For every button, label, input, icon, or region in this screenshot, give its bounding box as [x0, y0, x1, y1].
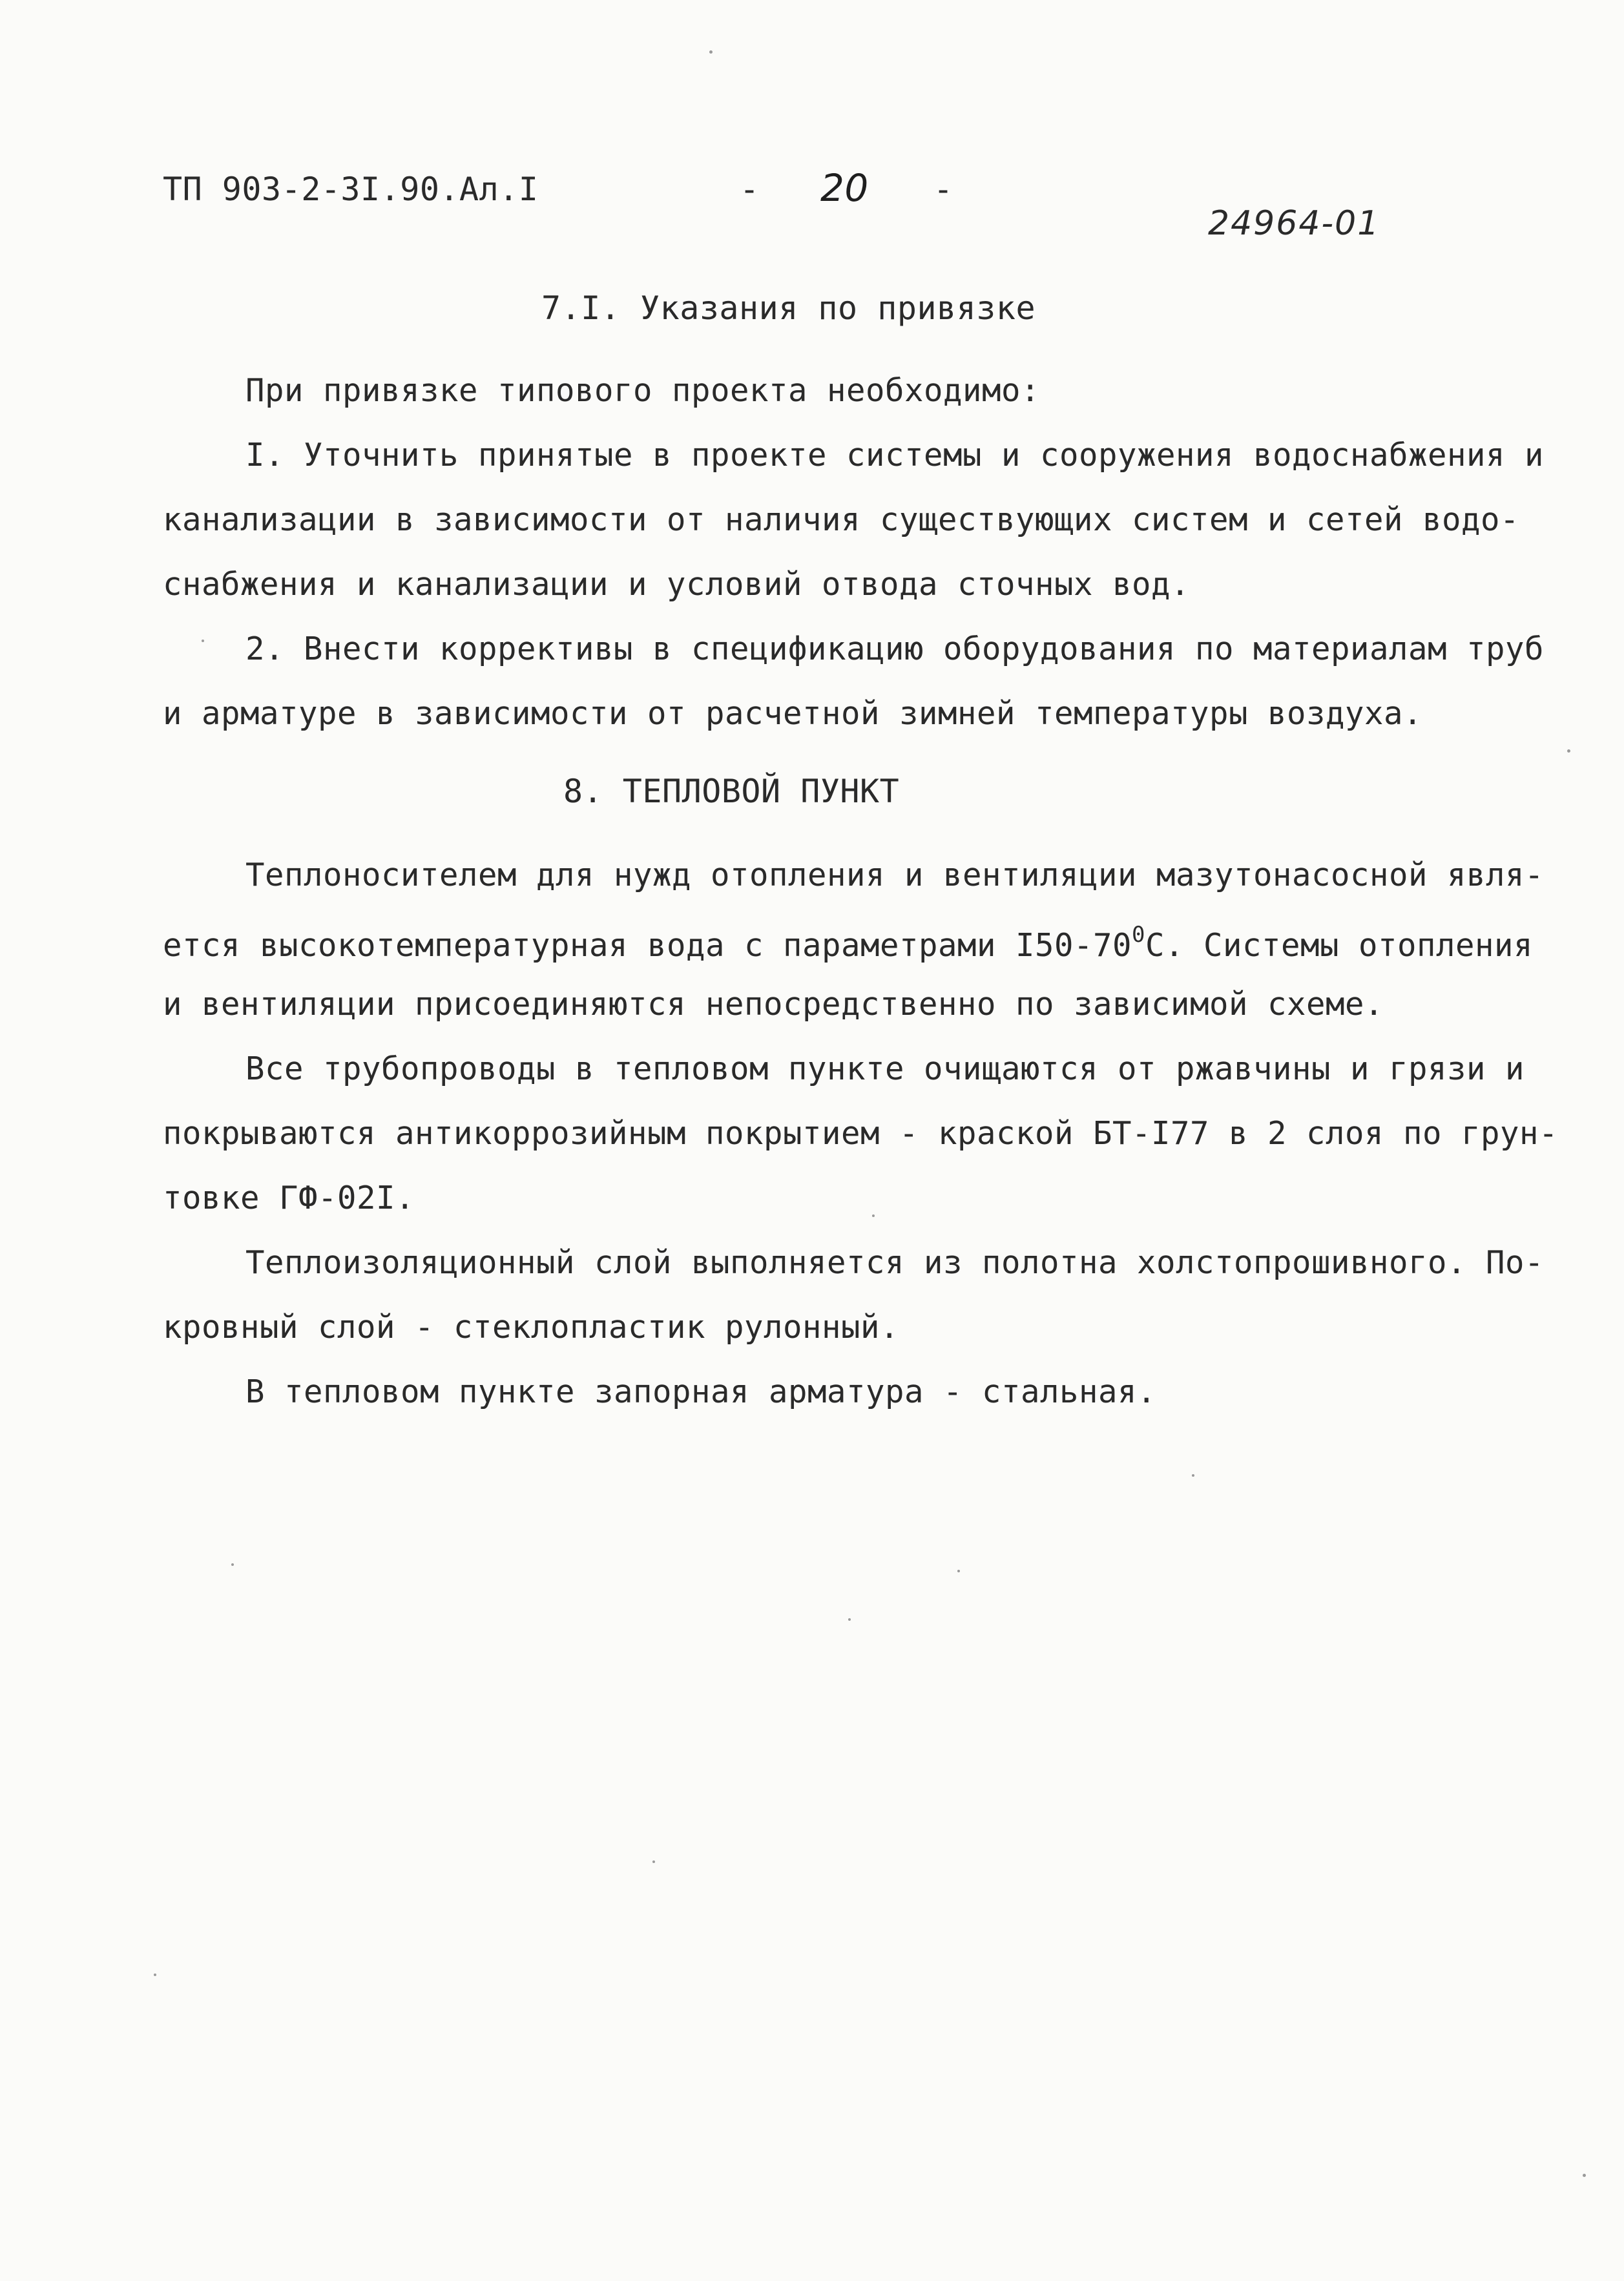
item-2-line-1: 2. Внести коррективы в спецификацию оборудования по материалам труб: [245, 630, 1545, 667]
item-1-line-2: канализации в зависимости от наличия существующих систем и сетей водо-: [163, 501, 1520, 538]
section-8-p2-line-2: покрываются антикоррозийным покрытием - краской БТ-I77 в 2 слоя по грун-: [163, 1115, 1559, 1152]
archive-number: 24964-01: [1208, 204, 1380, 243]
section-7-1-intro: При привязке типового проекта необходимо:: [245, 372, 1041, 409]
section-8-p1-line-2-text-a: ется высокотемпературная вода с параметрами I50-70: [163, 927, 1132, 964]
scan-speck: [231, 1563, 234, 1566]
scan-speck: [1583, 2174, 1586, 2177]
scan-speck: [1567, 749, 1570, 753]
page-number-dash-right: -: [933, 171, 953, 208]
page-number: 20: [820, 166, 869, 210]
section-8-p1-line-2-text-b: С. Системы отопления: [1145, 927, 1534, 964]
item-1-line-3: снабжения и канализации и условий отвода сточных вод.: [163, 566, 1191, 603]
section-8-p1-line-1: Теплоносителем для нужд отопления и вентиляции мазутонасосной явля-: [245, 857, 1545, 893]
section-8-p4-line-1: В тепловом пункте запорная арматура - стальная.: [245, 1373, 1157, 1410]
item-2-line-2: и арматуре в зависимости от расчетной зимней температуры воздуха.: [163, 695, 1423, 732]
scan-speck: [709, 50, 713, 54]
scan-speck: [652, 1860, 655, 1863]
section-8-p3-line-2: кровный слой - стеклопластик рулонный.: [163, 1309, 900, 1346]
section-8-title: 8. ТЕПЛОВОЙ ПУНКТ: [563, 773, 900, 810]
scan-speck: [872, 1214, 875, 1217]
scan-speck: [154, 1974, 156, 1976]
section-8-p2-line-3: товке ГФ-02I.: [163, 1180, 415, 1216]
scan-speck: [202, 640, 204, 642]
scan-speck: [957, 1570, 960, 1572]
degree-superscript: 0: [1132, 922, 1146, 948]
section-8-p2-line-1: Все трубопроводы в тепловом пункте очищаются от ржавчины и грязи и: [245, 1050, 1525, 1087]
scan-speck: [1192, 1474, 1194, 1477]
document-code: ТП 903-2-3I.90.Ал.I: [163, 171, 539, 208]
section-8-p3-line-1: Теплоизоляционный слой выполняется из полотна холстопрошивного. По-: [245, 1244, 1545, 1281]
section-7-1-title: 7.I. Указания по привязке: [541, 289, 1036, 327]
page-number-dash-left: -: [740, 171, 760, 208]
section-8-p1-line-2: [163, 922, 1534, 964]
scan-speck: [848, 1618, 851, 1621]
section-8-p1-line-3: и вентиляции присоединяются непосредственно по зависимой схеме.: [163, 986, 1384, 1023]
item-1-line-1: I. Уточнить принятые в проекте системы и сооружения водоснабжения и: [245, 437, 1545, 474]
